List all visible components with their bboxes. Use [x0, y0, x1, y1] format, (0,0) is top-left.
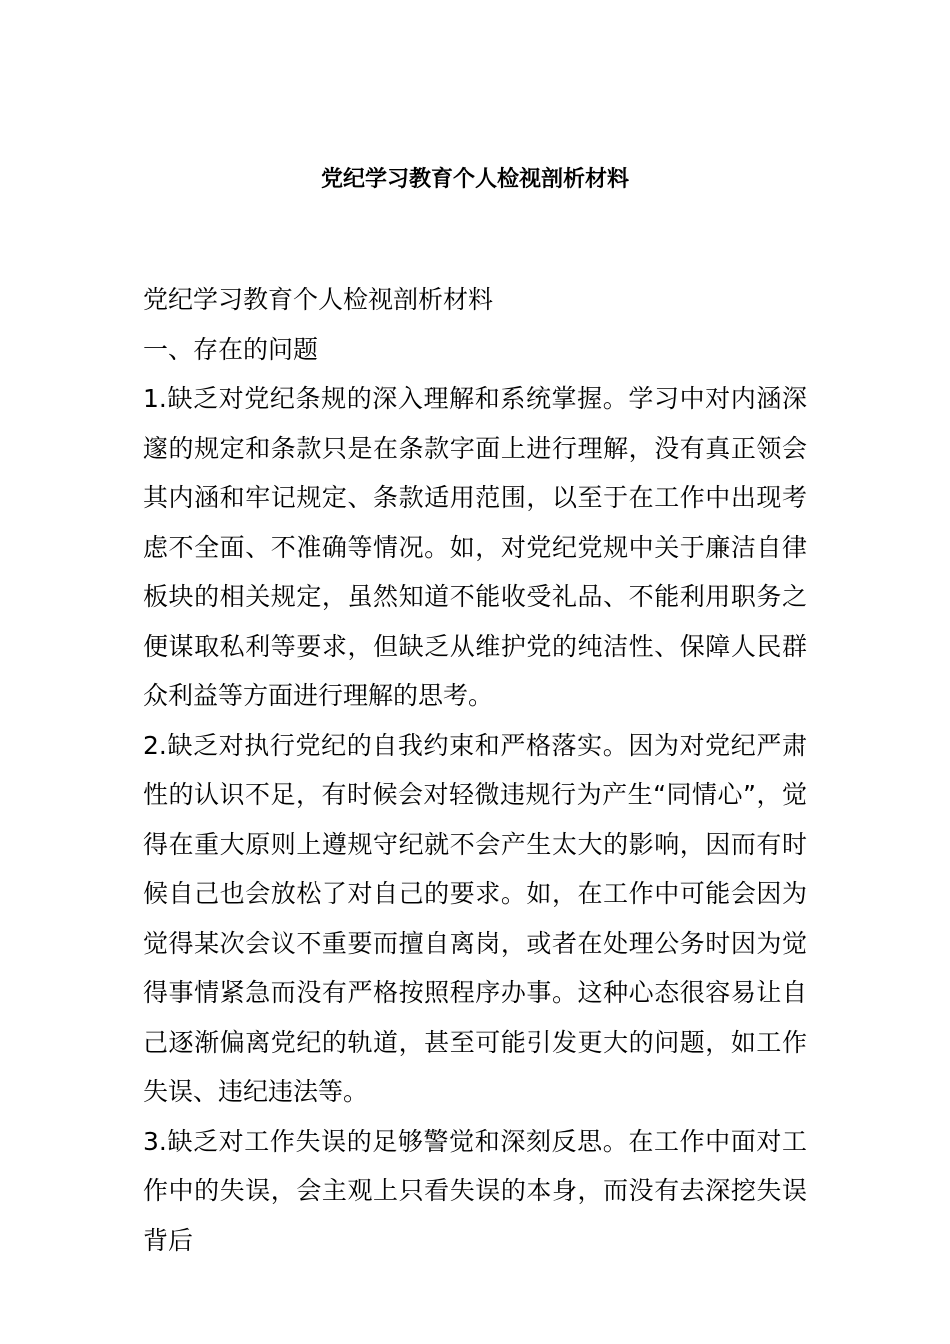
document-title: 党纪学习教育个人检视剖析材料	[320, 167, 629, 192]
body-paragraph: 1.缺乏对党纪条规的深入理解和系统掌握。学习中对内涵深邃的规定和条款只是在条款字面上进行理解，没有真正领会其内涵和牢记规定、条款适用范围，以至于在工作中出现考虑不全面、不准确等情况。如，对党纪党规中关于廉洁自律板块的相关规定，虽然知道不能收受礼品、不能利用职务之便谋取私利等要求，但缺乏从维护党的纯洁性、保障人民群众利益等方面进行理解的思考。	[143, 384, 807, 710]
body-paragraph: 3.缺乏对工作失误的足够警觉和深刻反思。在工作中面对工作中的失误，会主观上只看失误的本身，而没有去深挖失误背后	[143, 1126, 807, 1255]
document-body	[143, 275, 807, 1265]
section-heading: 一、存在的问题	[143, 334, 319, 364]
subtitle-paragraph: 党纪学习教育个人检视剖析材料	[143, 285, 494, 314]
body-paragraph: 2.缺乏对执行党纪的自我约束和严格落实。因为对党纪严肃性的认识不足，有时候会对轻微违规行为产生“同情心”，觉得在重大原则上遵规守纪就不会产生太大的影响，因而有时候自己也会放松了对自己的要求。如，在工作中可能会因为觉得某次会议不重要而擅自离岗，或者在处理公务时因为觉得事情紧急而没有严格按照程序办事。这种心态很容易让自己逐渐偏离党纪的轨道，甚至可能引发更大的问题，如工作失误、违纪违法等。	[143, 730, 807, 1106]
